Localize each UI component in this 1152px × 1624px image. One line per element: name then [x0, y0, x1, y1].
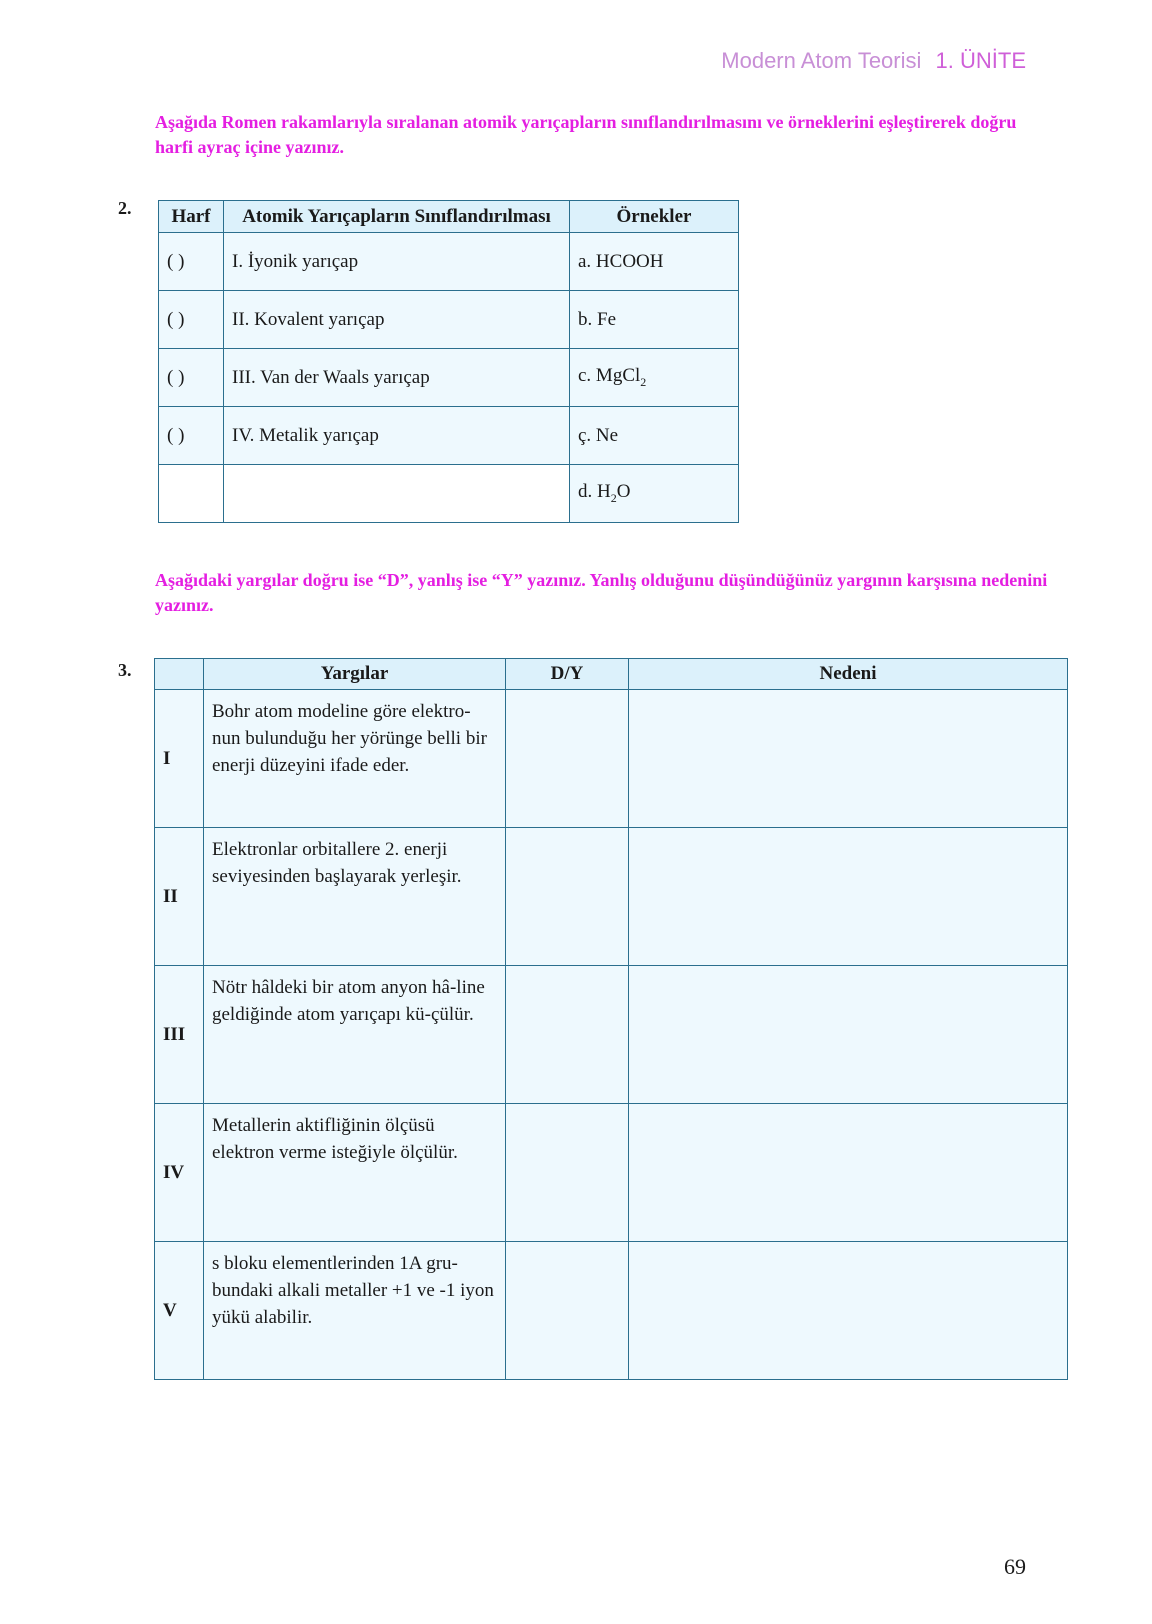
table-row — [155, 966, 1068, 1104]
table-header-row — [155, 659, 1068, 690]
statement-cell: Metallerin aktifliğinin ölçüsü elektron verme isteğiyle ölçülür. — [204, 1104, 506, 1242]
example-cell: b. Fe — [570, 291, 739, 349]
table-row — [159, 291, 739, 349]
roman-numeral: V — [155, 1242, 204, 1380]
header-reason: Nedeni — [629, 659, 1068, 690]
roman-numeral: IV — [155, 1104, 204, 1242]
roman-numeral: III — [155, 966, 204, 1104]
classification-cell: I. İyonik yarıçap — [224, 233, 570, 291]
q2-instruction: Aşağıda Romen rakamlarıyla sıralanan atomik yarıçapların sınıflandırılmasını ve örneklerini eşleştirerek doğru harfi ayraç içine yazınız. — [155, 112, 1017, 157]
statement-cell: s bloku elementlerinden 1A gru-bundaki alkali metaller +1 ve -1 iyon yükü alabilir. — [204, 1242, 506, 1380]
table-row — [155, 690, 1068, 828]
table-row — [159, 465, 739, 523]
statement-cell: Elektronlar orbitallere 2. enerji seviyesinden başlayarak yerleşir. — [204, 828, 506, 966]
dy-answer-cell[interactable] — [506, 828, 629, 966]
example-cell — [570, 465, 739, 523]
table-row — [155, 828, 1068, 966]
subscript: 2 — [640, 374, 647, 389]
page-header — [721, 48, 1026, 74]
answer-blank[interactable]: ( ) — [159, 291, 224, 349]
example-text: d. H — [578, 481, 611, 503]
reason-answer-cell[interactable] — [629, 828, 1068, 966]
example-cell: a. HCOOH — [570, 233, 739, 291]
subscript: 2 — [610, 490, 617, 505]
table-row — [159, 349, 739, 407]
reason-answer-cell[interactable] — [629, 1104, 1068, 1242]
dy-answer-cell[interactable] — [506, 1104, 629, 1242]
example-cell — [570, 349, 739, 407]
chapter-title: Modern Atom Teorisi — [721, 48, 922, 73]
table-row — [159, 233, 739, 291]
roman-numeral: I — [155, 690, 204, 828]
header-dy: D/Y — [506, 659, 629, 690]
dy-answer-cell[interactable] — [506, 1242, 629, 1380]
example-text: c. MgCl — [578, 365, 641, 387]
classification-cell: III. Van der Waals yarıçap — [224, 349, 570, 407]
statement-cell: Nötr hâldeki bir atom anyon hâ-line geldiğinde atom yarıçapı kü-çülür. — [204, 966, 506, 1104]
table-row — [155, 1242, 1068, 1380]
roman-numeral: II — [155, 828, 204, 966]
header-roman — [155, 659, 204, 690]
true-false-table — [154, 658, 1068, 1380]
dy-answer-cell[interactable] — [506, 690, 629, 828]
table-row — [159, 407, 739, 465]
matching-table — [158, 200, 739, 523]
table-row — [155, 1104, 1068, 1242]
table-header-row — [159, 201, 739, 233]
header-harf: Harf — [159, 201, 224, 233]
reason-answer-cell[interactable] — [629, 966, 1068, 1104]
page-number: 69 — [1004, 1554, 1026, 1579]
unit-label: 1. ÜNİTE — [935, 48, 1026, 73]
statement-cell: Bohr atom modeline göre elektro-nun bulunduğu her yörünge belli bir enerji düzeyini ifade eder. — [204, 690, 506, 828]
header-classification: Atomik Yarıçapların Sınıflandırılması — [224, 201, 570, 233]
example-cell: ç. Ne — [570, 407, 739, 465]
q3-number: 3. — [118, 660, 132, 680]
example-text-post: O — [616, 481, 631, 503]
classification-cell: II. Kovalent yarıçap — [224, 291, 570, 349]
answer-blank[interactable]: ( ) — [159, 233, 224, 291]
header-examples: Örnekler — [570, 201, 739, 233]
answer-blank[interactable]: ( ) — [159, 349, 224, 407]
q2-number: 2. — [118, 198, 132, 218]
classification-cell: IV. Metalik yarıçap — [224, 407, 570, 465]
dy-answer-cell[interactable] — [506, 966, 629, 1104]
answer-blank[interactable]: ( ) — [159, 407, 224, 465]
header-statements: Yargılar — [204, 659, 506, 690]
empty-cell — [159, 465, 224, 523]
reason-answer-cell[interactable] — [629, 1242, 1068, 1380]
q3-instruction: Aşağıdaki yargılar doğru ise “D”, yanlış ise “Y” yazınız. Yanlış olduğunu düşündüğünüz yargının karşısına nedenini yazınız. — [155, 570, 1048, 615]
reason-answer-cell[interactable] — [629, 690, 1068, 828]
empty-cell — [224, 465, 570, 523]
